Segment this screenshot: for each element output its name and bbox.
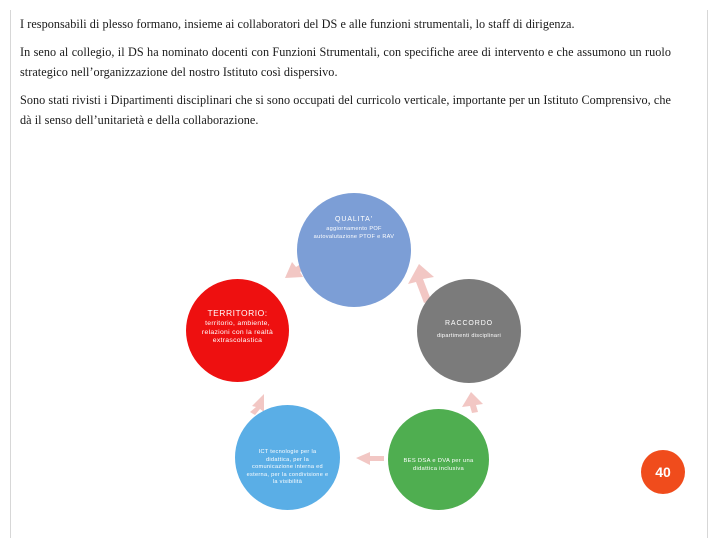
arrow-raccordo-to-bes: [462, 392, 483, 413]
bubble-bes: [388, 409, 489, 510]
bubble-raccordo-text: dipartimenti disciplinari: [436, 333, 502, 339]
bubble-bes-text: BES DSA e DVA per una didattica inclusiva: [403, 458, 474, 472]
bubble-ict: [235, 405, 340, 510]
paragraph-staff: I responsabili di plesso formano, insieme ai collaboratori del DS e alle funzioni strumentali, lo staff di dirigenza.: [20, 17, 575, 31]
paragraph-dipartimenti: Sono stati rivisti i Dipartimenti disciplinari che si sono occupati del curricolo verticale, importante per un Istituto Comprensivo, che dà il senso dell’unitarietà e della collaborazione.: [20, 93, 671, 127]
bubble-ict-text: ICT tecnologie per la didattica, per la comunicazione interna ed esterna, per la condivisione e la visibilità: [246, 449, 329, 485]
bubble-qualita-title: QUALITA': [335, 216, 373, 223]
bubble-qualita: [297, 193, 411, 307]
bubble-territorio: [186, 279, 289, 382]
bubble-raccordo-title: RACCORDO: [444, 320, 494, 327]
bubble-territorio-text: territorio, ambiente, relazioni con la realtà extrascolastica: [201, 320, 274, 344]
page-number-badge: 40: [641, 450, 685, 494]
bubble-raccordo: [417, 279, 521, 383]
paragraph-funzioni-strumentali: In seno al collegio, il DS ha nominato docenti con Funzioni Strumentali, con specifiche aree di intervento e che assumono un ruolo strategico nell’organizzazione del nostro Istituto così dispersivo.: [20, 45, 671, 79]
arrow-bes-to-ict: [356, 452, 384, 465]
bubble-qualita-text: aggiornamento POF autovalutazione PTOF e RAV: [313, 226, 395, 240]
bubble-territorio-title: TERRITORIO:: [207, 308, 268, 318]
